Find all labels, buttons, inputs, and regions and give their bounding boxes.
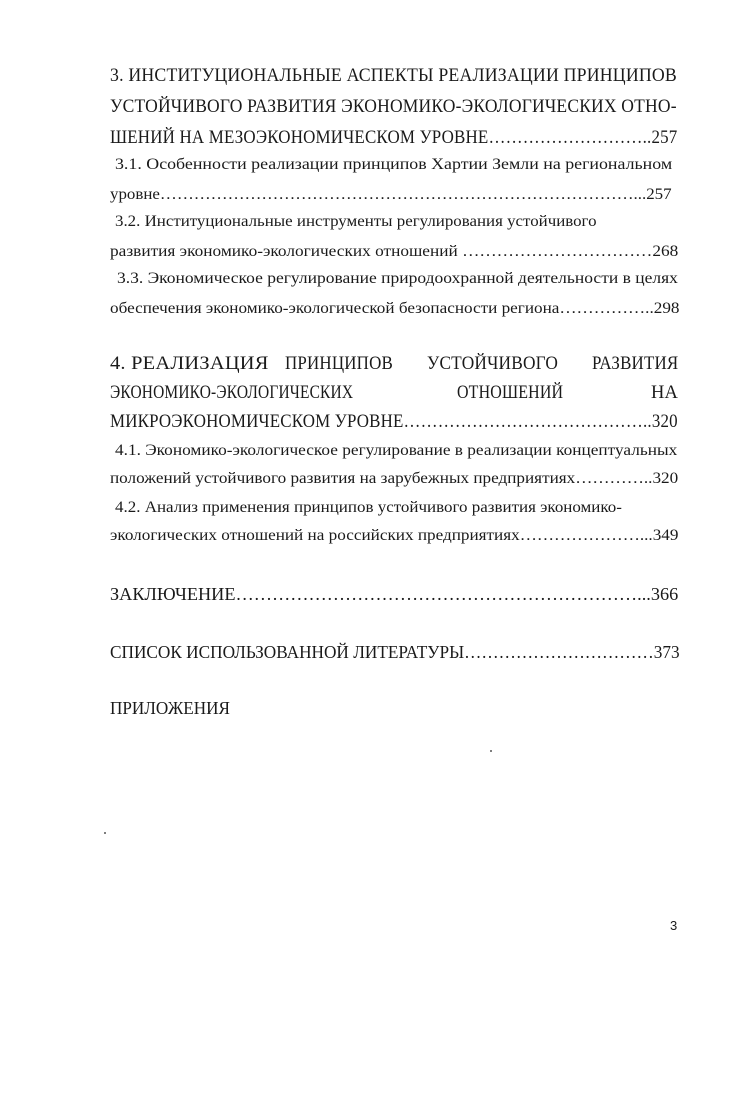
- toc-section-3-1-line-1: 3.1. Особенности реализации принципов Хартии Земли на региональном: [115, 156, 673, 173]
- toc-chapter-3-line-3: ШЕНИЙ НА МЕЗОЭКОНОМИЧЕСКОМ УРОВНЕ………………………..257: [110, 128, 678, 148]
- toc-chapter-3-line-1: 3. ИНСТИТУЦИОНАЛЬНЫЕ АСПЕКТЫ РЕАЛИЗАЦИИ ПРИНЦИПОВ: [110, 66, 677, 86]
- toc-section-3-3-line-2: обеспечения экономико-экологической безопасности региона……………..298: [110, 300, 680, 317]
- page-number: 3: [670, 918, 678, 933]
- toc-section-4-2-line-2: экологических отношений на российских предприятиях…………………...349: [110, 527, 679, 544]
- toc-chapter-4-word-6: ОТНОШЕНИЙ: [457, 383, 564, 403]
- toc-section-3-2-line-1: 3.2. Институциональные инструменты регулирования устойчивого: [115, 213, 597, 230]
- toc-chapter-4-word-4: РАЗВИТИЯ: [592, 354, 679, 374]
- toc-chapter-4-word-5: ЭКОНОМИКО-ЭКОЛОГИЧЕСКИХ: [110, 383, 354, 403]
- toc-section-3-1-line-2: уровне…………………………………………………………………………...257: [110, 186, 672, 203]
- toc-references: СПИСОК ИСПОЛЬЗОВАННОЙ ЛИТЕРАТУРЫ……………………………373: [110, 642, 680, 662]
- toc-chapter-4-word-2: ПРИНЦИПОВ: [285, 354, 393, 374]
- toc-chapter-3-line-2: УСТОЙЧИВОГО РАЗВИТИЯ ЭКОНОМИКО-ЭКОЛОГИЧЕСКИХ ОТНО-: [110, 97, 677, 117]
- toc-section-3-3-line-1: 3.3. Экономическое регулирование природоохранной деятельности в целях: [117, 270, 678, 287]
- toc-section-3-2-line-2: развития экономико-экологических отношений ……………………………268: [110, 243, 679, 260]
- toc-section-4-1-line-1: 4.1. Экономико-экологическое регулирование в реализации концептуальных: [115, 442, 678, 459]
- toc-conclusion: ЗАКЛЮЧЕНИЕ…………………………………………………………...366: [110, 584, 679, 604]
- toc-chapter-4-word-7: НА: [651, 383, 679, 403]
- toc-section-4-2-line-1: 4.2. Анализ применения принципов устойчивого развития экономико-: [115, 499, 622, 516]
- scan-speck: [490, 750, 492, 752]
- toc-chapter-4-line-3: МИКРОЭКОНОМИЧЕСКОМ УРОВНЕ……………………………………..320: [110, 412, 678, 432]
- toc-chapter-4-word-1: 4. РЕАЛИЗАЦИЯ: [110, 354, 269, 374]
- toc-appendices: ПРИЛОЖЕНИЯ: [110, 698, 230, 718]
- scan-speck: [104, 832, 106, 834]
- toc-section-4-1-line-2: положений устойчивого развития на зарубежных предприятиях…………..320: [110, 470, 679, 487]
- toc-chapter-4-word-3: УСТОЙЧИВОГО: [427, 354, 559, 374]
